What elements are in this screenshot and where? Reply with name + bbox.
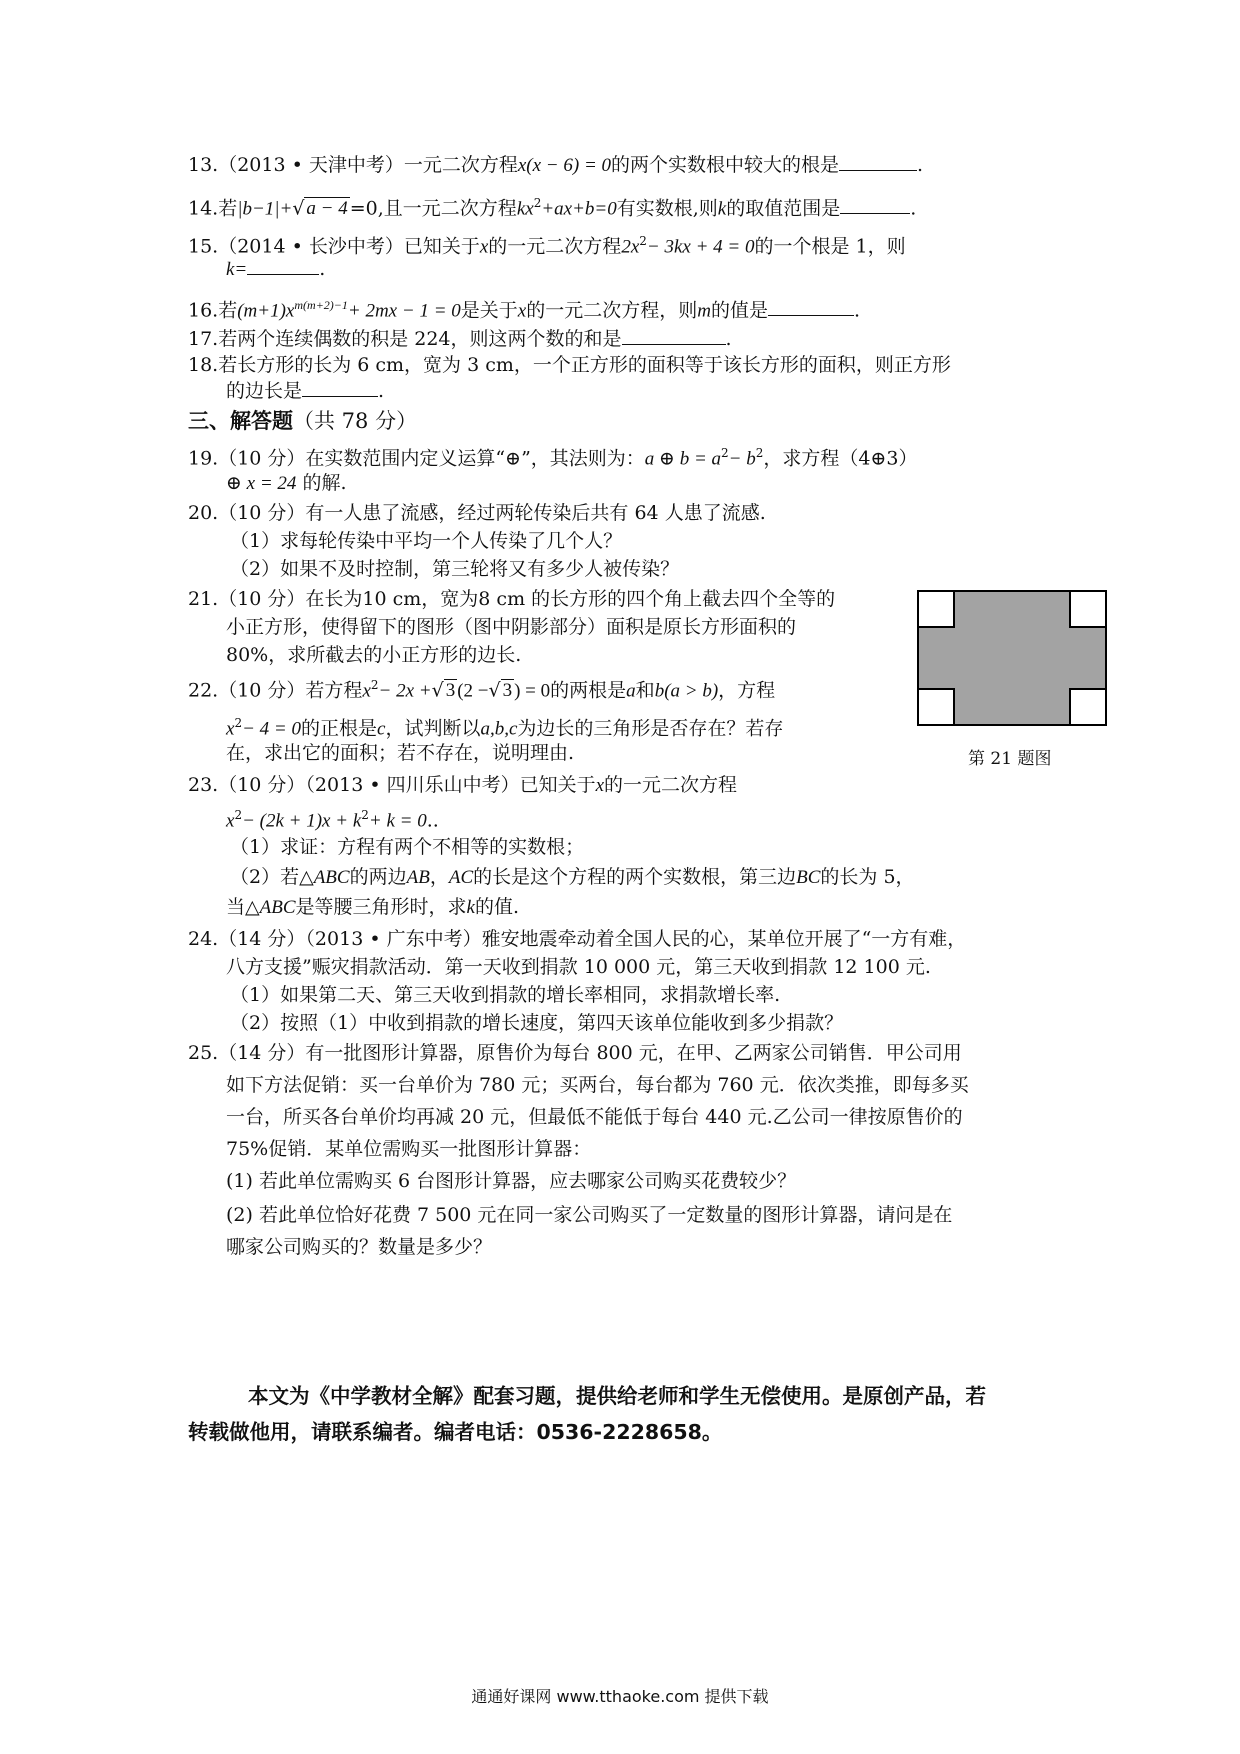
- cut-square-top-left: [918, 591, 954, 627]
- question-23: 23.（10 分）（2013 • 四川乐山中考）已知关于x的一元二次方程: [188, 774, 738, 796]
- question-15: 15.（2014 • 长沙中考）已知关于x的一元二次方程$2x^2- 3kx + 4 = 0$的一个根是 1，则: [188, 234, 906, 258]
- question-25-part2: (2) 若此单位恰好花费 7 500 元在同一家公司购买了一定数量的图形计算器，请问是在: [226, 1204, 953, 1226]
- question-20-part2: （2）如果不及时控制，第三轮将又有多少人被传染？: [230, 558, 680, 580]
- question-24: 24.（14 分）（2013 • 广东中考）雅安地震牵动着全国人民的心，某单位开展了“一方有难，: [188, 928, 967, 950]
- copyright-note: 本文为《中学教材全解》配套习题，提供给老师和学生无偿使用。是原创产品，若: [248, 1384, 986, 1408]
- section-heading: 三、解答题（共 78 分）: [188, 409, 418, 433]
- question-22-line2: $x^2- 4 = 0$的正根是c，试判断以a,b,c为边长的三角形是否存在？若存: [226, 716, 784, 740]
- cut-square-bottom-right: [1070, 689, 1106, 725]
- figure-caption: 第 21 题图: [968, 749, 1052, 769]
- answer-blank: [622, 326, 726, 345]
- question-25-line2: 如下方法促销：买一台单价为 780 元；买两台，每台都为 760 元．依次类推，即每多买: [226, 1074, 969, 1096]
- question-13: 13.（2013 • 天津中考）一元二次方程x(x − 6) = 0的两个实数根中较大的根是 .: [188, 154, 924, 176]
- question-14: 14.若|b−1|+√ a − 4 =0,且一元二次方程$kx^2+ax+b=0$有实数根,则k的取值范围是 .: [188, 196, 917, 220]
- question-24-part1: （1）如果第二天、第三天收到捐款的增长率相同，求捐款增长率.: [230, 984, 781, 1006]
- question-15-line2: k= .: [226, 258, 326, 280]
- question-25-line4: 75%促销．某单位需购买一批图形计算器：: [226, 1138, 592, 1160]
- question-24-part2: （2）按照（1）中收到捐款的增长速度，第四天该单位能收到多少捐款？: [230, 1012, 844, 1034]
- sqrt-icon: √: [488, 679, 501, 702]
- question-23-line5: 当△ABC是等腰三角形时，求k的值.: [226, 896, 520, 918]
- question-22-line3: 在，求出它的面积；若不存在，说明理由.: [226, 742, 575, 764]
- question-19-line2: ⊕ x = 24 的解.: [226, 472, 347, 494]
- answer-blank: [840, 195, 910, 214]
- question-21-line3: 80%，求所截去的小正方形的边长.: [226, 644, 522, 666]
- question-21: 21.（10 分）在长为10 cm，宽为8 cm 的长方形的四个角上截去四个全等的: [188, 588, 836, 610]
- question-18: 18.若长方形的长为 6 cm，宽为 3 cm，一个正方形的面积等于该长方形的面积，则正方形: [188, 354, 951, 376]
- question-23-part1: （1）求证：方程有两个不相等的实数根；: [230, 836, 585, 858]
- sqrt-icon: √: [431, 679, 444, 702]
- sqrt-icon: √: [292, 197, 305, 220]
- question-20: 20.（10 分）有一人患了流感，经过两轮传染后共有 64 人患了流感.: [188, 502, 766, 524]
- cut-square-bottom-left: [918, 689, 954, 725]
- question-25-line7: 哪家公司购买的？数量是多少？: [226, 1236, 493, 1258]
- question-23-line2: $x^2- (2k + 1)x + k^2+ k = 0$..: [226, 808, 439, 832]
- figure-21: [917, 590, 1107, 726]
- copyright-note-line2: 转载做他用，请联系编者。编者电话：0536-2228658。: [188, 1420, 723, 1444]
- question-23-part2: （2）若△ABC的两边AB，AC的长是这个方程的两个实数根，第三边BC的长为 5，: [230, 866, 915, 888]
- question-24-line2: 八方支援”赈灾捐款活动．第一天收到捐款 10 000 元，第三天收到捐款 12 100 元.: [226, 956, 931, 978]
- question-17: 17.若两个连续偶数的积是 224，则这两个数的和是 .: [188, 328, 732, 350]
- question-25: 25.（14 分）有一批图形计算器，原售价为每台 800 元，在甲、乙两家公司销售．甲公司用: [188, 1042, 962, 1064]
- footer: 通通好课网 www.tthaoke.com 提供下载: [471, 1687, 769, 1706]
- question-16: 16.若$(m+1)x^{m(m+2)-1}+ 2mx - 1 = 0$是关于x的一元二次方程，则m的值是 .: [188, 298, 861, 322]
- answer-blank: [839, 152, 917, 171]
- question-25-part1: (1) 若此单位需购买 6 台图形计算器，应去哪家公司购买花费较少？: [226, 1170, 797, 1192]
- question-21-line2: 小正方形，使得留下的图形（图中阴影部分）面积是原长方形面积的: [226, 616, 797, 638]
- answer-blank: [302, 378, 378, 397]
- answer-blank: [247, 256, 319, 275]
- question-19: 19.（10 分）在实数范围内定义运算“⊕”，其法则为：a ⊕ $b = a^2- b^2$，求方程（4⊕3）: [188, 446, 918, 470]
- question-20-part1: （1）求每轮传染中平均一个人传染了几个人？: [230, 530, 623, 552]
- answer-blank: [768, 297, 854, 316]
- question-18-line2: 的边长是 .: [226, 380, 385, 402]
- cut-square-top-right: [1070, 591, 1106, 627]
- question-22: 22.（10 分）若方程$x^2- 2x$ +√ 3 (2 −√ 3 ) = 0的两根是a和b(a > b)，方程: [188, 678, 776, 702]
- question-25-line3: 一台，所买各台单价均再减 20 元，但最低不能低于每台 440 元.乙公司一律按原售价的: [226, 1106, 963, 1128]
